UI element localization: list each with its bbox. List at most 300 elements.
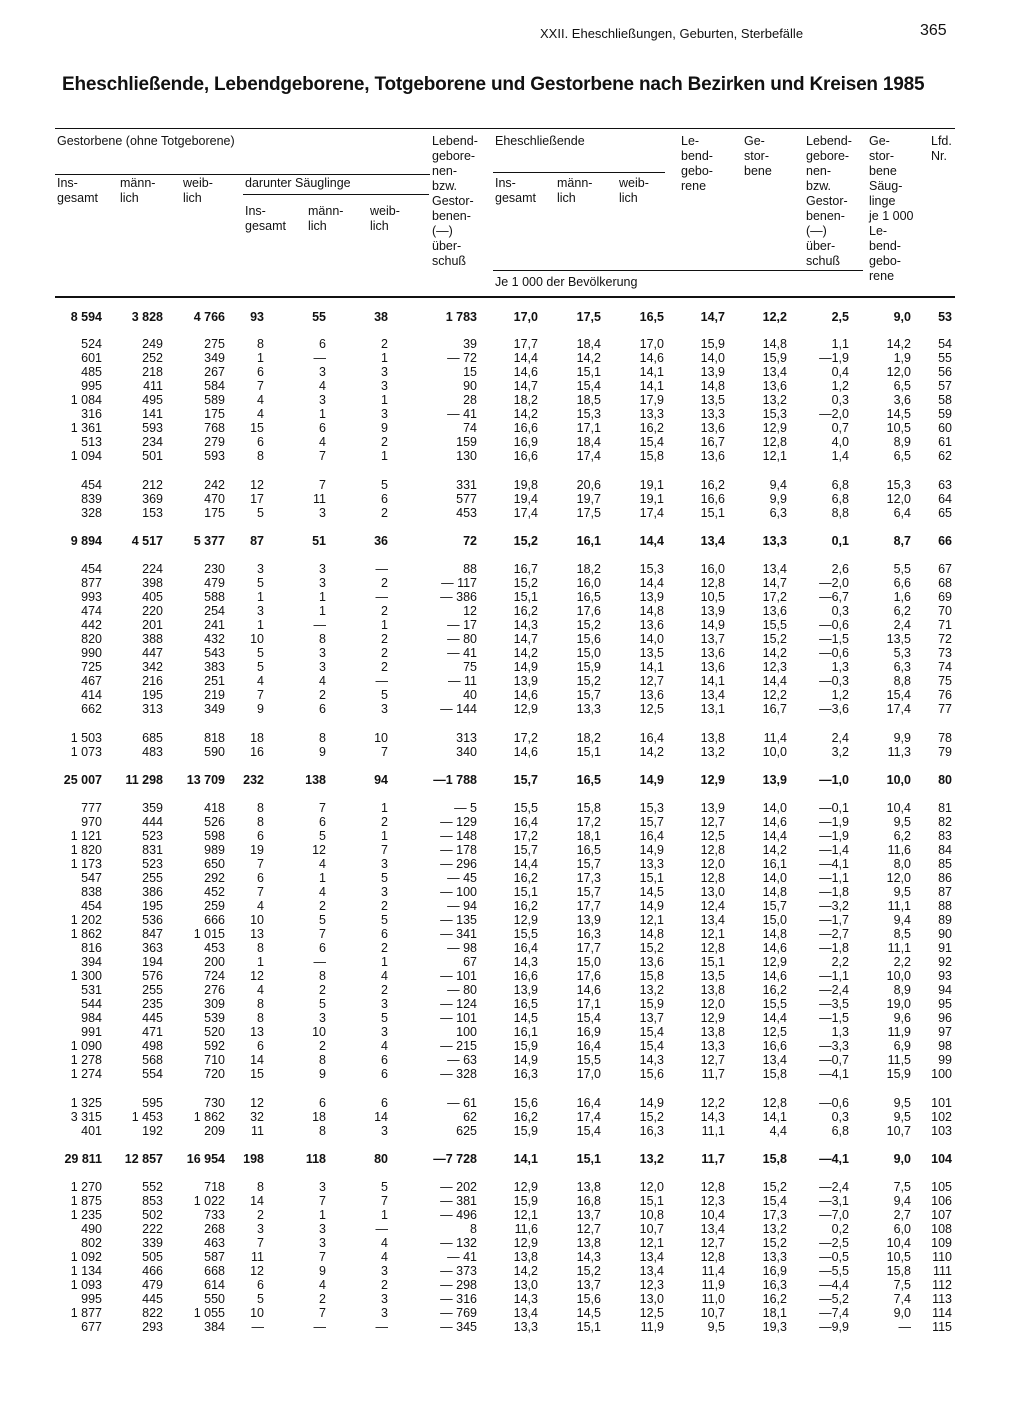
cell-e-insgesamt: 14,9 [513,1053,538,1067]
cell-maennlich: 218 [142,365,163,379]
table-row [0,815,1024,829]
cell-saeuglinge: 9,5 [893,1096,911,1110]
cell-ueberschuss: — 45 [447,871,477,885]
cell-e-maennlich: 13,8 [576,1180,601,1194]
cell-lebendgebo: 12,8 [700,871,725,885]
cell-lebendgebo: 16,0 [700,562,725,576]
cell-s-maennlich: 3 [319,1236,326,1250]
cell-lfd-nr: 94 [938,983,952,997]
cell-s-insgesamt: 32 [250,1110,264,1124]
cell-e-weiblich: 14,4 [639,576,664,590]
cell-s-insgesamt: 6 [257,871,264,885]
cell-weiblich: 588 [204,590,225,604]
cell-lebendgebo: 11,0 [701,1292,725,1306]
header-rule-gestorbene [55,174,430,175]
cell-lfd-nr: 79 [938,745,952,759]
cell-weiblich: 418 [204,801,225,815]
cell-e-insgesamt: 14,3 [513,955,538,969]
cell-insgesamt: 1 173 [70,857,102,871]
table-row [0,1124,1024,1138]
cell-gestorbene: 14,0 [762,801,787,815]
cell-ueberschuss2: —1,1 [819,871,849,885]
cell-e-insgesamt: 16,1 [513,1025,538,1039]
cell-weiblich: 268 [204,1222,225,1236]
cell-e-insgesamt: 16,3 [513,1067,538,1081]
table-row [0,1067,1024,1081]
cell-e-weiblich: 10,7 [639,1222,664,1236]
table-row [0,941,1024,955]
cell-lfd-nr: 58 [938,393,952,407]
cell-ueberschuss: 88 [463,562,477,576]
cell-gestorbene: 12,2 [762,310,787,324]
cell-lfd-nr: 81 [938,801,952,815]
cell-maennlich: 195 [142,899,163,913]
cell-maennlich: 194 [142,955,163,969]
table-row [0,1320,1024,1334]
cell-weiblich: 479 [204,576,225,590]
cell-ueberschuss2: —0,7 [819,1053,849,1067]
cell-saeuglinge: 7,4 [893,1292,911,1306]
cell-e-insgesamt: 14,3 [513,1292,538,1306]
cell-ueberschuss2: 2,6 [831,562,849,576]
cell-weiblich: 209 [204,1124,225,1138]
cell-e-maennlich: 13,7 [576,1208,601,1222]
cell-lfd-nr: 83 [938,829,952,843]
cell-lebendgebo: 12,8 [700,1250,725,1264]
cell-s-insgesamt: 10 [250,913,264,927]
cell-maennlich: 405 [142,590,163,604]
cell-gestorbene: 15,2 [762,632,787,646]
cell-lebendgebo: 13,6 [700,449,725,463]
cell-s-maennlich: 2 [319,983,326,997]
cell-ueberschuss: — 5 [454,801,477,815]
cell-s-insgesamt: 12 [250,1264,264,1278]
cell-s-insgesamt: 87 [250,534,264,548]
cell-lebendgebo: 11,1 [701,1124,725,1138]
cell-e-weiblich: 14,2 [639,745,664,759]
cell-s-insgesamt: 11 [251,1250,264,1264]
cell-s-maennlich: 138 [305,773,326,787]
cell-maennlich: 536 [142,913,163,927]
cell-e-weiblich: 14,1 [639,365,664,379]
cell-weiblich: 720 [204,1067,225,1081]
cell-s-weiblich: 6 [381,1053,388,1067]
cell-s-weiblich: 1 [381,1208,388,1222]
cell-e-weiblich: 13,4 [639,1250,664,1264]
cell-lfd-nr: 85 [938,857,952,871]
cell-gestorbene: 14,8 [762,927,787,941]
cell-gestorbene: 15,2 [762,1236,787,1250]
cell-lfd-nr: 90 [938,927,952,941]
cell-weiblich: 242 [204,478,225,492]
cell-saeuglinge: 6,5 [893,449,911,463]
cell-weiblich: 276 [204,983,225,997]
cell-maennlich: 235 [142,997,163,1011]
cell-saeuglinge: 14,5 [886,407,911,421]
cell-lfd-nr: 87 [938,885,952,899]
cell-e-maennlich: 15,9 [576,660,601,674]
cell-e-maennlich: 15,1 [576,365,601,379]
cell-insgesamt: 414 [81,688,102,702]
cell-ueberschuss: — 98 [447,941,477,955]
cell-lebendgebo: 13,0 [700,885,725,899]
cell-saeuglinge: 13,5 [886,632,911,646]
cell-s-maennlich: — [313,351,326,365]
header-lebendgeborene-ueberschuss: Lebend- gebore- nen- bzw. Gestor- benen- (—) über- schuß [432,134,478,268]
cell-weiblich: 275 [204,337,225,351]
cell-s-insgesamt: 4 [257,674,264,688]
cell-maennlich: 479 [142,1278,163,1292]
cell-ueberschuss: 28 [463,393,477,407]
cell-s-insgesamt: 15 [250,1067,264,1081]
cell-lebendgebo: 16,7 [700,435,725,449]
cell-e-insgesamt: 13,4 [513,1306,538,1320]
cell-weiblich: 5 377 [193,534,225,548]
cell-s-insgesamt: 9 [257,702,264,716]
cell-weiblich: 452 [204,885,225,899]
cell-lebendgebo: 14,1 [700,674,725,688]
cell-maennlich: 363 [142,941,163,955]
cell-s-weiblich: — [375,1222,388,1236]
cell-lfd-nr: 93 [938,969,952,983]
cell-weiblich: 1 862 [193,1110,225,1124]
table-row [0,660,1024,674]
cell-s-maennlich: 6 [319,337,326,351]
cell-ueberschuss: — 117 [441,576,477,590]
cell-e-maennlich: 15,1 [576,745,601,759]
header-s-weiblich: weib- lich [370,204,400,233]
cell-e-insgesamt: 16,6 [513,449,538,463]
cell-maennlich: 11 298 [125,773,163,787]
cell-gestorbene: 12,9 [762,955,787,969]
cell-e-insgesamt: 14,4 [513,351,538,365]
cell-s-maennlich: 118 [305,1152,326,1166]
cell-e-weiblich: 12,1 [639,1236,664,1250]
cell-saeuglinge: 12,0 [886,365,911,379]
cell-e-insgesamt: 15,7 [513,773,538,787]
cell-gestorbene: 18,1 [762,1306,787,1320]
cell-e-insgesamt: 13,9 [513,983,538,997]
cell-s-insgesamt: 18 [250,731,264,745]
cell-lfd-nr: 54 [938,337,952,351]
cell-s-maennlich: 9 [319,1264,326,1278]
cell-gestorbene: 16,6 [762,1039,787,1053]
cell-gestorbene: 13,2 [762,1222,787,1236]
cell-gestorbene: 13,9 [762,773,787,787]
cell-maennlich: 339 [142,1236,163,1250]
cell-ueberschuss: — 17 [447,618,477,632]
cell-s-maennlich: 3 [319,562,326,576]
cell-insgesamt: 474 [81,604,102,618]
cell-s-weiblich: 4 [381,969,388,983]
cell-s-weiblich: 38 [374,310,388,324]
cell-ueberschuss2: 2,2 [831,955,849,969]
cell-s-insgesamt: 4 [257,393,264,407]
cell-ueberschuss2: —0,1 [819,801,849,815]
cell-e-weiblich: 16,2 [639,421,664,435]
cell-e-insgesamt: 16,4 [513,815,538,829]
cell-lfd-nr: 69 [938,590,952,604]
header-darunter-saeuglinge: darunter Säuglinge [245,176,351,190]
cell-insgesamt: 442 [81,618,102,632]
table-row [0,829,1024,843]
cell-insgesamt: 1 093 [70,1278,102,1292]
cell-lfd-nr: 91 [938,941,952,955]
cell-lebendgebo: 12,9 [700,1011,725,1025]
cell-ueberschuss: — 144 [440,702,477,716]
cell-gestorbene: 12,3 [762,660,787,674]
cell-lfd-nr: 97 [938,1025,952,1039]
cell-s-maennlich: 5 [319,913,326,927]
header-e-weiblich: weib- lich [619,176,649,205]
cell-weiblich: 292 [204,871,225,885]
cell-lebendgebo: 13,1 [700,702,725,716]
cell-s-weiblich: 2 [381,632,388,646]
cell-maennlich: 853 [142,1194,163,1208]
cell-ueberschuss2: —7,4 [819,1306,849,1320]
table-row [0,421,1024,435]
cell-ueberschuss2: 6,8 [831,492,849,506]
cell-insgesamt: 601 [81,351,102,365]
cell-e-insgesamt: 14,3 [513,618,538,632]
cell-s-weiblich: 1 [381,801,388,815]
cell-s-maennlich: 12 [312,843,326,857]
cell-s-maennlich: 7 [319,1194,326,1208]
cell-s-weiblich: 3 [381,407,388,421]
cell-ueberschuss: — 100 [440,885,477,899]
table-row [0,773,1024,787]
cell-maennlich: 388 [142,632,163,646]
cell-e-weiblich: 15,2 [639,1110,664,1124]
table-row [0,702,1024,716]
cell-e-maennlich: 14,2 [576,351,601,365]
cell-s-maennlich: 2 [319,899,326,913]
cell-lfd-nr: 82 [938,815,952,829]
cell-insgesamt: 1 084 [70,393,102,407]
cell-saeuglinge: 15,8 [886,1264,911,1278]
cell-lfd-nr: 74 [938,660,952,674]
cell-s-maennlich: 2 [319,1292,326,1306]
cell-insgesamt: 995 [81,1292,102,1306]
cell-s-maennlich: 4 [319,674,326,688]
cell-s-maennlich: 10 [312,1025,326,1039]
cell-weiblich: 668 [204,1264,225,1278]
cell-s-weiblich: — [375,674,388,688]
cell-e-maennlich: 17,7 [576,899,601,913]
table-row [0,310,1024,324]
cell-gestorbene: 15,7 [762,899,787,913]
cell-insgesamt: 1 274 [70,1067,102,1081]
cell-insgesamt: 993 [81,590,102,604]
cell-saeuglinge: 11,6 [887,843,911,857]
header-s-maennlich: männ- lich [308,204,344,233]
cell-s-insgesamt: 16 [250,745,264,759]
cell-ueberschuss: 40 [463,688,477,702]
cell-e-weiblich: 17,9 [639,393,664,407]
cell-lebendgebo: 12,0 [700,997,725,1011]
cell-maennlich: 498 [142,1039,163,1053]
cell-gestorbene: 12,2 [762,688,787,702]
table-row [0,899,1024,913]
cell-ueberschuss2: —5,5 [819,1264,849,1278]
cell-maennlich: 3 828 [131,310,163,324]
cell-saeuglinge: 5,3 [893,646,911,660]
cell-s-insgesamt: 5 [257,576,264,590]
cell-s-weiblich: 6 [381,1096,388,1110]
cell-s-maennlich: 8 [319,969,326,983]
cell-lfd-nr: 109 [931,1236,952,1250]
cell-e-maennlich: 16,0 [576,576,601,590]
cell-maennlich: 502 [142,1208,163,1222]
table-row [0,955,1024,969]
cell-gestorbene: 13,6 [762,379,787,393]
cell-gestorbene: 13,6 [762,604,787,618]
cell-maennlich: 255 [142,983,163,997]
cell-s-weiblich: 5 [381,913,388,927]
cell-lfd-nr: 96 [938,1011,952,1025]
cell-weiblich: 539 [204,1011,225,1025]
cell-maennlich: 195 [142,688,163,702]
cell-ueberschuss2: 8,8 [831,506,849,520]
table-row [0,1096,1024,1110]
cell-saeuglinge: 6,3 [893,660,911,674]
cell-s-maennlich: 6 [319,421,326,435]
cell-lfd-nr: 63 [938,478,952,492]
cell-s-insgesamt: 8 [257,449,264,463]
cell-maennlich: 359 [142,801,163,815]
table-row [0,1264,1024,1278]
cell-maennlich: 444 [142,815,163,829]
cell-ueberschuss: 130 [456,449,477,463]
cell-e-insgesamt: 14,1 [513,1152,538,1166]
cell-e-weiblich: 13,3 [639,407,664,421]
cell-lfd-nr: 59 [938,407,952,421]
cell-saeuglinge: 10,5 [886,1250,911,1264]
cell-weiblich: 724 [204,969,225,983]
cell-ueberschuss: — 202 [440,1180,477,1194]
cell-ueberschuss2: —7,0 [819,1208,849,1222]
cell-lebendgebo: 12,8 [700,843,725,857]
cell-lfd-nr: 76 [938,688,952,702]
cell-maennlich: 554 [142,1067,163,1081]
cell-s-maennlich: 3 [319,1011,326,1025]
table-row [0,1278,1024,1292]
cell-weiblich: 463 [204,1236,225,1250]
table-row [0,688,1024,702]
cell-weiblich: 453 [204,941,225,955]
cell-s-weiblich: 4 [381,1250,388,1264]
cell-s-maennlich: 3 [319,1222,326,1236]
cell-maennlich: 255 [142,871,163,885]
cell-e-weiblich: 12,1 [639,913,664,927]
table-row [0,379,1024,393]
cell-ueberschuss2: —4,4 [819,1278,849,1292]
cell-s-insgesamt: 7 [257,1236,264,1250]
cell-s-insgesamt: 8 [257,997,264,1011]
cell-maennlich: 252 [142,351,163,365]
cell-s-insgesamt: 19 [250,843,264,857]
cell-e-weiblich: 13,5 [639,646,664,660]
cell-ueberschuss: — 345 [440,1320,477,1334]
cell-ueberschuss2: —6,7 [819,590,849,604]
cell-e-maennlich: 17,0 [576,1067,601,1081]
cell-s-weiblich: 5 [381,1180,388,1194]
cell-ueberschuss: 8 [470,1222,477,1236]
table-row [0,913,1024,927]
cell-lfd-nr: 57 [938,379,952,393]
cell-e-insgesamt: 19,4 [513,492,538,506]
header-insgesamt: Ins- gesamt [57,176,98,205]
cell-maennlich: 313 [142,702,163,716]
cell-s-maennlich: 1 [319,1208,326,1222]
cell-ueberschuss: 74 [463,421,477,435]
cell-s-insgesamt: 4 [257,983,264,997]
cell-maennlich: 685 [142,731,163,745]
cell-e-maennlich: 15,0 [576,646,601,660]
cell-insgesamt: 970 [81,815,102,829]
cell-weiblich: 200 [204,955,225,969]
cell-maennlich: 220 [142,604,163,618]
cell-e-maennlich: 17,4 [576,449,601,463]
cell-s-maennlich: 51 [312,534,326,548]
table-row [0,646,1024,660]
cell-s-weiblich: 2 [381,506,388,520]
cell-gestorbene: 16,2 [762,1292,787,1306]
cell-s-maennlich: 1 [319,590,326,604]
cell-saeuglinge: 9,9 [893,731,911,745]
cell-lfd-nr: 100 [931,1067,952,1081]
cell-lfd-nr: 102 [931,1110,952,1124]
cell-ueberschuss: 39 [463,337,477,351]
cell-gestorbene: 14,2 [762,843,787,857]
cell-s-insgesamt: 12 [250,969,264,983]
cell-e-weiblich: 15,4 [639,1039,664,1053]
cell-s-weiblich: 2 [381,604,388,618]
cell-ueberschuss2: 3,2 [831,745,849,759]
cell-e-maennlich: 17,1 [576,421,601,435]
cell-saeuglinge: 6,6 [893,576,911,590]
cell-s-maennlich: 1 [319,604,326,618]
cell-s-weiblich: 2 [381,1278,388,1292]
cell-e-insgesamt: 14,2 [513,407,538,421]
cell-insgesamt: 454 [81,899,102,913]
cell-saeuglinge: 7,5 [893,1278,911,1292]
cell-s-insgesamt: 13 [250,1025,264,1039]
cell-s-insgesamt: 14 [250,1053,264,1067]
cell-weiblich: 768 [204,421,225,435]
cell-e-maennlich: 18,2 [576,562,601,576]
cell-gestorbene: 14,4 [762,829,787,843]
cell-s-maennlich: 7 [319,1250,326,1264]
cell-s-maennlich: 3 [319,576,326,590]
cell-insgesamt: 485 [81,365,102,379]
cell-lfd-nr: 78 [938,731,952,745]
cell-ueberschuss2: —9,9 [819,1320,849,1334]
cell-lfd-nr: 86 [938,871,952,885]
cell-e-weiblich: 13,4 [639,1264,664,1278]
cell-maennlich: 552 [142,1180,163,1194]
cell-saeuglinge: 17,4 [886,702,911,716]
table-row [0,1306,1024,1320]
cell-ueberschuss: — 124 [440,997,477,1011]
cell-insgesamt: 316 [81,407,102,421]
cell-e-weiblich: 19,1 [639,478,664,492]
cell-s-maennlich: 4 [319,1278,326,1292]
cell-saeuglinge: 3,6 [893,393,911,407]
cell-insgesamt: 677 [81,1320,102,1334]
cell-saeuglinge: 7,5 [893,1180,911,1194]
cell-lebendgebo: 13,8 [700,1025,725,1039]
